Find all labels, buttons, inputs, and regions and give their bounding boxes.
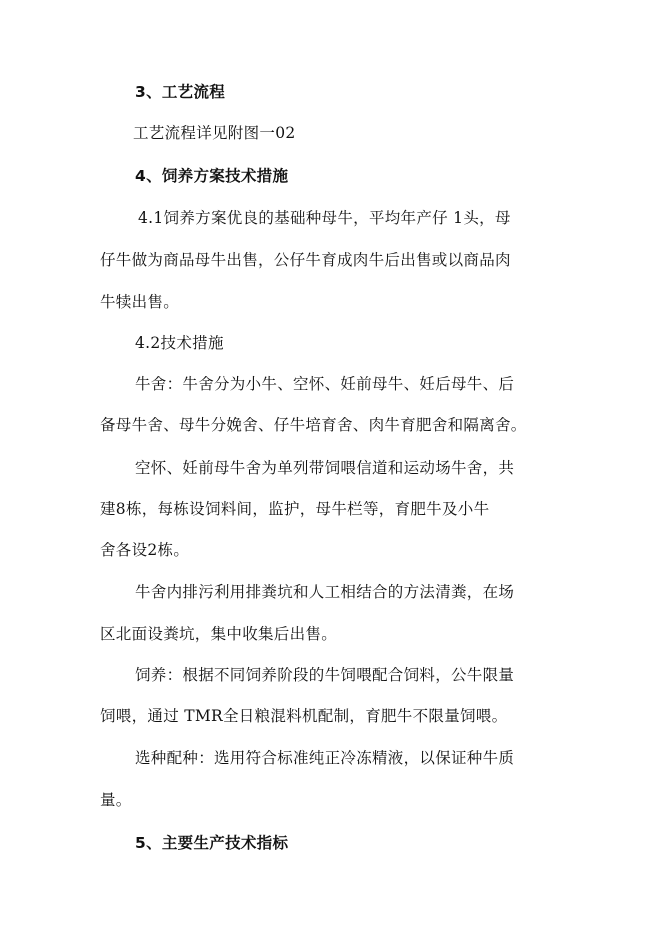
paragraph-shed-line: 备母牛舍、母牛分娩舍、仔牛培育舍、肉牛育肥舍和隔离舍。 — [100, 416, 527, 434]
section-heading-5: 5、主要生产技术指标 — [135, 834, 289, 852]
paragraph-4-1-line: 4.1饲养方案优良的基础种母牛，平均年产仔 1头，母 — [138, 209, 511, 227]
paragraph-feed-line: 饲喂，通过 TMR全日粮混料机配制，育肥牛不限量饲喂。 — [100, 707, 508, 725]
subsection-4-2: 4.2技术措施 — [135, 334, 224, 352]
paragraph-4-1-line: 牛犊出售。 — [100, 293, 180, 311]
paragraph-waste-line: 牛舍内排污利用排粪坑和人工相结合的方法清粪，在场 — [135, 583, 515, 601]
process-note: 工艺流程详见附图一02 — [133, 124, 296, 142]
paragraph-build-line: 建8栋，每栋设饲料间，监护，母牛栏等，育肥牛及小牛 — [100, 500, 490, 518]
paragraph-waste-line: 区北面设粪坑，集中收集后出售。 — [100, 625, 338, 643]
paragraph-build-line: 空怀、妊前母牛舍为单列带饲喂信道和运动场牛舍，共 — [135, 459, 515, 477]
paragraph-4-1-line: 仔牛做为商品母牛出售，公仔牛育成肉牛后出售或以商品肉 — [100, 251, 511, 269]
paragraph-shed-line: 牛舍：牛舍分为小牛、空怀、妊前母牛、妊后母牛、后 — [135, 375, 515, 393]
paragraph-breed-line: 量。 — [100, 791, 132, 809]
paragraph-build-line: 舍各设2栋。 — [100, 541, 190, 559]
paragraph-breed-line: 选种配种：选用符合标准纯正冷冻精液，以保证种牛质 — [135, 749, 515, 767]
section-heading-3: 3、工艺流程 — [135, 83, 226, 101]
section-heading-4: 4、饲养方案技术措施 — [135, 167, 289, 185]
paragraph-feed-line: 饲养：根据不同饲养阶段的牛饲喂配合饲料，公牛限量 — [135, 666, 515, 684]
